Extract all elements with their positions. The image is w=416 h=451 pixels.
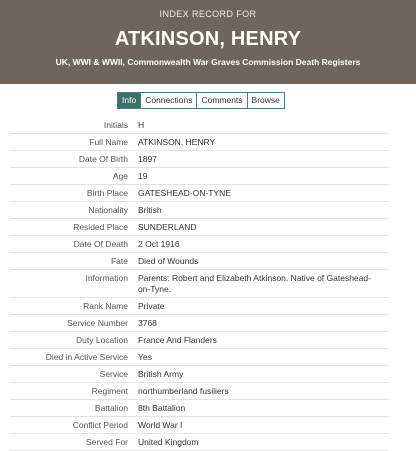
- field-value: United Kingdom: [138, 436, 199, 447]
- field-value: Died of Wounds: [138, 255, 199, 266]
- field-label: Age: [112, 170, 128, 181]
- field-row-information: [10, 270, 389, 298]
- record-fields-table: [10, 117, 389, 451]
- field-value: British Army: [138, 368, 184, 379]
- field-value: northumberland fusiliers: [138, 385, 229, 396]
- field-label: Service: [99, 368, 128, 379]
- field-label: Full Name: [89, 136, 128, 147]
- field-row-full-name: [10, 134, 389, 151]
- field-row-rank-name: [10, 298, 389, 315]
- field-label: Initials: [103, 119, 128, 130]
- field-label: Service Number: [67, 317, 128, 328]
- field-label: Conflict Period: [72, 419, 128, 430]
- record-tabs: [117, 92, 285, 109]
- tab-connections[interactable]: Connections: [141, 92, 197, 109]
- field-value: Yes: [138, 351, 152, 362]
- field-row-date-of-death: [10, 236, 389, 253]
- field-value: 3768: [138, 317, 157, 328]
- field-row-regiment: [10, 383, 389, 400]
- field-label: Birth Place: [86, 187, 128, 198]
- field-label: Date Of Birth: [78, 153, 128, 164]
- field-row-nationality: [10, 202, 389, 219]
- collection-title[interactable]: UK, WWI & WWII, Commonwealth War Graves Commission Death Registers: [55, 57, 361, 67]
- tab-comments[interactable]: Comments: [197, 92, 247, 109]
- field-value: SUNDERLAND: [138, 221, 197, 232]
- field-value: 8th Battalion: [138, 402, 186, 413]
- field-value: GATESHEAD-ON-TYNE: [138, 187, 231, 198]
- field-row-conflict-period: [10, 417, 389, 434]
- field-label: Resided Place: [73, 221, 128, 232]
- field-row-service-number: [10, 315, 389, 332]
- field-label: Fate: [110, 255, 128, 266]
- field-value: H: [138, 119, 145, 130]
- index-record-eyebrow: INDEX RECORD FOR: [159, 9, 257, 19]
- field-value: British: [138, 204, 162, 215]
- field-label: Died in Active Service: [45, 351, 128, 362]
- field-value: Private: [138, 300, 165, 311]
- field-value: 1897: [138, 153, 157, 164]
- field-row-birth-place: [10, 185, 389, 202]
- field-row-initials: [10, 117, 389, 134]
- field-value: ATKINSON, HENRY: [138, 136, 216, 147]
- field-label: Duty Location: [76, 334, 128, 345]
- field-row-resided-place: [10, 219, 389, 236]
- field-row-served-for: [10, 434, 389, 451]
- field-row-died-in-active-service: [10, 349, 389, 366]
- tab-browse[interactable]: Browse: [248, 92, 285, 109]
- field-label: Battalion: [94, 402, 128, 413]
- field-label: Regiment: [91, 385, 128, 396]
- field-value: 19: [138, 170, 148, 181]
- field-label: Date Of Death: [73, 238, 128, 249]
- field-label: Information: [85, 272, 128, 283]
- field-value: 2 Oct 1916: [138, 238, 180, 249]
- field-value: Parents: Robert and Elizabeth Atkinson. Native of Gateshead-on-Tyne.: [138, 272, 371, 294]
- field-row-battalion: [10, 400, 389, 417]
- field-value: France And Flanders: [138, 334, 217, 345]
- field-row-date-of-birth: [10, 151, 389, 168]
- person-name-title: ATKINSON, HENRY: [114, 28, 302, 50]
- field-label: Nationality: [88, 204, 128, 215]
- field-row-fate: [10, 253, 389, 270]
- field-label: Rank Name: [83, 300, 128, 311]
- record-header: [0, 0, 416, 84]
- field-row-age: [10, 168, 389, 185]
- field-row-duty-location: [10, 332, 389, 349]
- field-row-service: [10, 366, 389, 383]
- field-value: World War I: [138, 419, 183, 430]
- tab-info[interactable]: Info: [117, 92, 141, 109]
- field-label: Served For: [85, 436, 128, 447]
